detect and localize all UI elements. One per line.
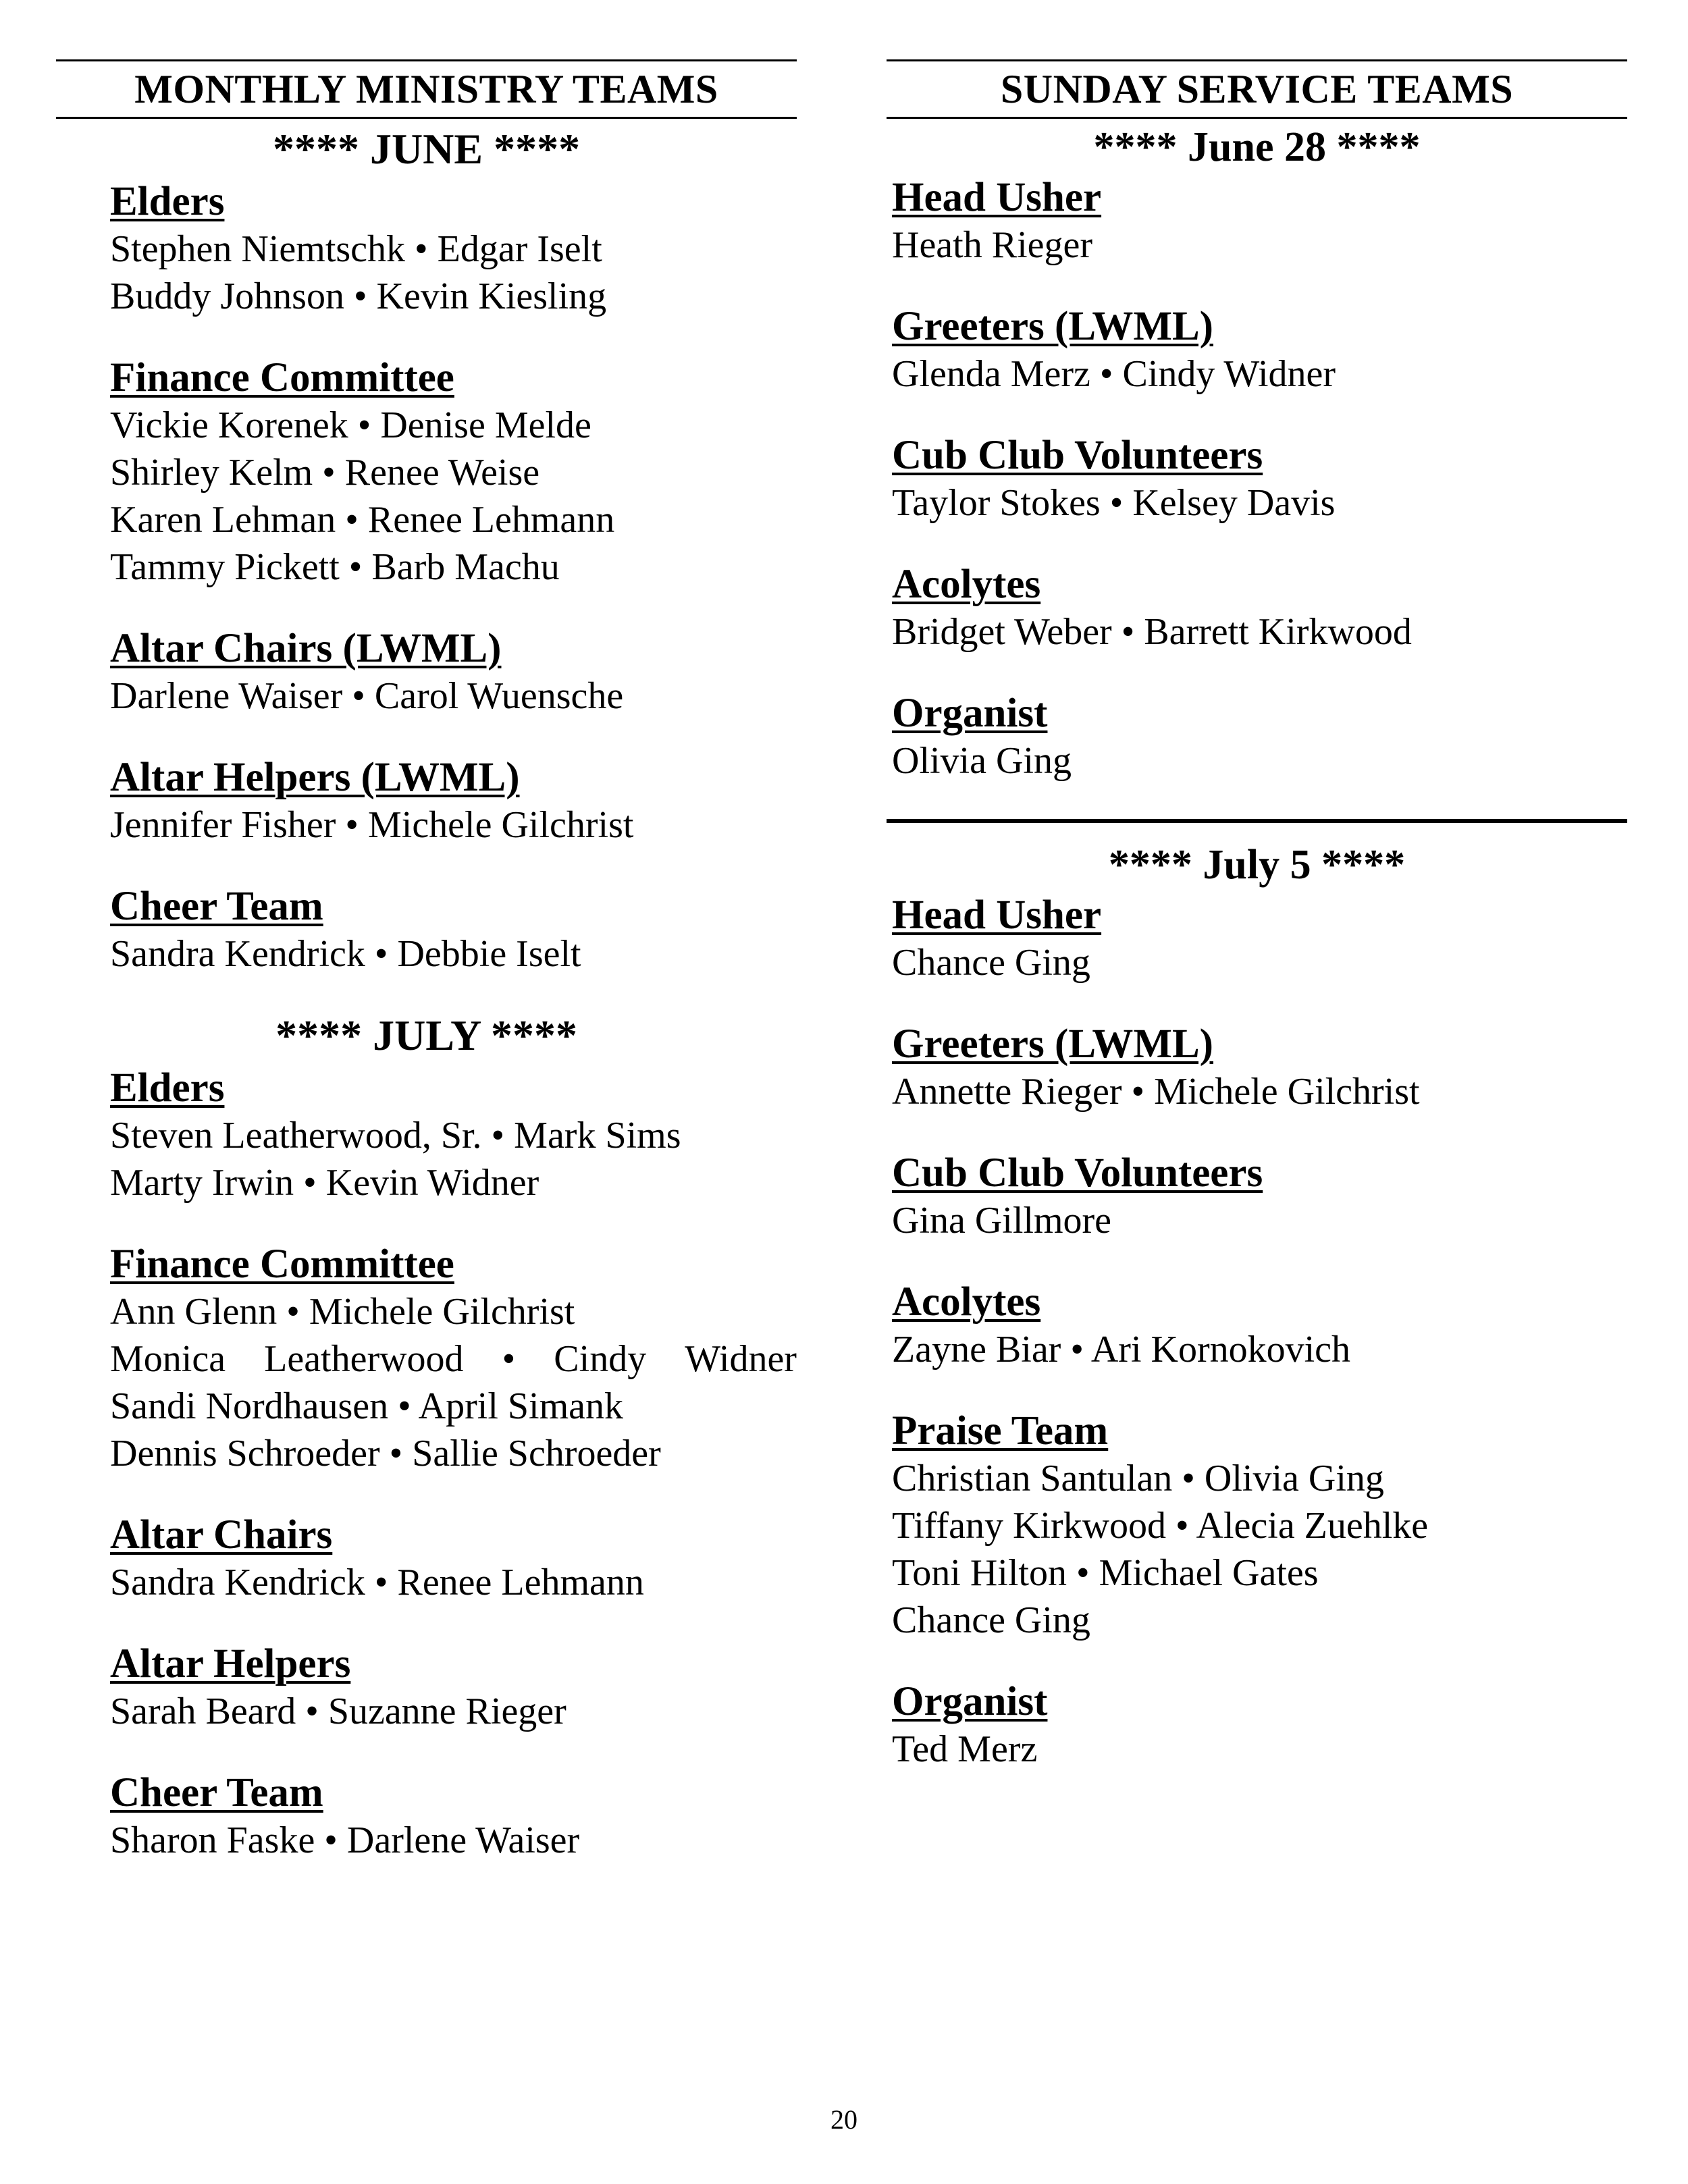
team-title: Praise Team: [892, 1408, 1109, 1454]
team-list: [56, 1065, 797, 1864]
team-block: [110, 1065, 797, 1206]
member-line: Sarah Beard • Suzanne Rieger: [110, 1690, 566, 1732]
team-title: Organist: [892, 1679, 1048, 1724]
member-line: Ann Glenn • Michele Gilchrist: [110, 1291, 575, 1333]
member-line: Glenda Merz • Cindy Widner: [892, 353, 1336, 395]
sunday-service-body: [887, 124, 1627, 1773]
word: Widner: [685, 1338, 797, 1380]
word: •: [502, 1338, 516, 1380]
member-line: Annette Rieger • Michele Gilchrist: [892, 1071, 1420, 1113]
team-block: [892, 432, 1627, 527]
team-title: Head Usher: [892, 893, 1102, 938]
team-block: [110, 754, 797, 849]
word: Monica: [110, 1338, 226, 1380]
month-label: **** JUNE ****: [272, 125, 581, 173]
member-line: Chance Ging: [892, 942, 1090, 984]
member-line: Olivia Ging: [892, 740, 1072, 782]
team-block: [892, 1150, 1627, 1244]
word: Leatherwood: [264, 1338, 464, 1380]
service-date: **** July 5 ****: [1108, 842, 1406, 888]
team-block: [892, 690, 1627, 784]
team-block: [110, 625, 797, 720]
member-line: Buddy Johnson • Kevin Kiesling: [110, 275, 607, 317]
member-line: Sharon Faske • Darlene Waiser: [110, 1819, 580, 1861]
team-block: [110, 178, 797, 320]
team-block: [110, 354, 797, 591]
team-title: Elders: [110, 1065, 225, 1111]
service-date: **** June 28 ****: [1093, 124, 1421, 170]
team-block: [110, 883, 797, 978]
team-block: [892, 1678, 1627, 1773]
member-line: Steven Leatherwood, Sr. • Mark Sims: [110, 1115, 681, 1156]
team-title: Head Usher: [892, 175, 1102, 220]
team-title: Greeters (LWML): [892, 304, 1213, 349]
team-title: Acolytes: [892, 1279, 1041, 1325]
member-line: Tiffany Kirkwood • Alecia Zuehlke: [892, 1505, 1429, 1547]
member-line: Zayne Biar • Ari Kornokovich: [892, 1329, 1350, 1370]
team-list: [56, 178, 797, 978]
month-label: **** JULY ****: [275, 1011, 577, 1059]
member-line: Tammy Pickett • Barb Machu: [110, 546, 560, 588]
team-title: Cub Club Volunteers: [892, 433, 1263, 478]
sunday-service-header: SUNDAY SERVICE TEAMS: [887, 59, 1627, 119]
team-block: [892, 1021, 1627, 1115]
team-title: Cheer Team: [110, 884, 323, 929]
team-title: Cub Club Volunteers: [892, 1150, 1263, 1196]
word: Cindy: [554, 1338, 647, 1380]
member-line: Darlene Waiser • Carol Wuensche: [110, 675, 624, 717]
team-block: [110, 1241, 797, 1477]
member-line: Sandi Nordhausen • April Simank: [110, 1385, 623, 1427]
page-number: 20: [830, 2104, 858, 2135]
team-block: [892, 174, 1627, 269]
member-line: Ted Merz: [892, 1728, 1038, 1770]
team-title: Altar Helpers (LWML): [110, 755, 520, 800]
member-line: Christian Santulan • Olivia Ging: [892, 1458, 1384, 1499]
member-line: Karen Lehman • Renee Lehmann: [110, 499, 615, 541]
team-title: Finance Committee: [110, 355, 454, 400]
member-line: Taylor Stokes • Kelsey Davis: [892, 482, 1336, 524]
team-title: Greeters (LWML): [892, 1021, 1213, 1067]
monthly-ministry-body: [56, 126, 797, 1864]
member-line: Stephen Niemtschk • Edgar Iselt: [110, 228, 602, 270]
member-line: Jennifer Fisher • Michele Gilchrist: [110, 804, 634, 846]
team-block: [110, 1512, 797, 1606]
member-line: Heath Rieger: [892, 224, 1092, 266]
team-title: Acolytes: [892, 562, 1041, 607]
team-title: Cheer Team: [110, 1770, 323, 1815]
member-line: Gina Gillmore: [892, 1200, 1112, 1242]
team-list: [887, 892, 1627, 1773]
team-title: Altar Helpers: [110, 1641, 351, 1686]
team-block: [892, 303, 1627, 398]
team-block: [892, 561, 1627, 656]
monthly-ministry-column: [56, 59, 797, 1898]
monthly-ministry-header: MONTHLY MINISTRY TEAMS: [56, 59, 797, 119]
team-block: [892, 1279, 1627, 1373]
member-line: Shirley Kelm • Renee Weise: [110, 452, 540, 494]
team-title: Finance Committee: [110, 1242, 454, 1287]
team-title: Organist: [892, 691, 1048, 736]
team-block: [892, 1408, 1627, 1644]
team-title: Elders: [110, 179, 225, 224]
member-line: Marty Irwin • Kevin Widner: [110, 1162, 539, 1204]
member-line: [110, 1335, 797, 1383]
team-block: [110, 1641, 797, 1735]
team-title: Altar Chairs (LWML): [110, 626, 502, 671]
member-line: Sandra Kendrick • Renee Lehmann: [110, 1562, 644, 1603]
team-block: [110, 1769, 797, 1864]
member-line: Dennis Schroeder • Sallie Schroeder: [110, 1433, 661, 1474]
member-line: Bridget Weber • Barrett Kirkwood: [892, 611, 1412, 653]
member-line: Sandra Kendrick • Debbie Iselt: [110, 933, 581, 975]
member-line: Toni Hilton • Michael Gates: [892, 1552, 1319, 1594]
team-block: [892, 892, 1627, 986]
team-list: [887, 174, 1627, 784]
section-divider: [887, 819, 1627, 823]
member-line: Chance Ging: [892, 1599, 1090, 1641]
member-line: Vickie Korenek • Denise Melde: [110, 404, 591, 446]
sunday-service-column: [887, 59, 1627, 1807]
team-title: Altar Chairs: [110, 1512, 333, 1557]
